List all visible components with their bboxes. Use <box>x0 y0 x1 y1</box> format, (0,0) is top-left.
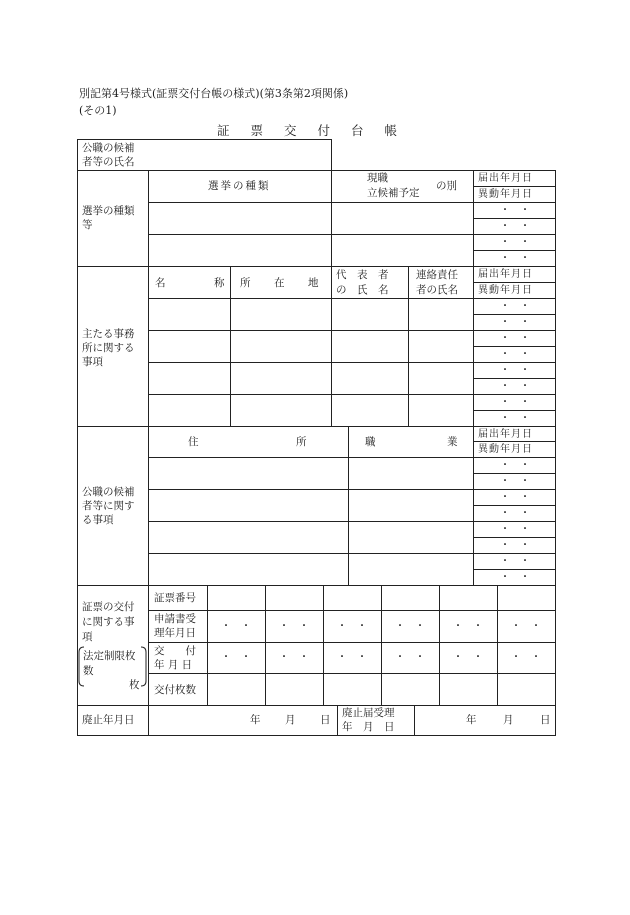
candidate-date-header-changed: 異動年月日 <box>478 444 533 455</box>
office-rep-header-line2: の 氏 名 <box>336 284 389 296</box>
form-title: 別記第4号様式(証票交付台帳の様式)(第3条第2項関係) <box>79 87 349 100</box>
issue-date-dots: ・ ・ <box>221 652 251 663</box>
election-kind-header: 選挙の種類 <box>208 180 271 192</box>
office-label-line3: 事項 <box>82 356 103 368</box>
candidate-label-line3: る事項 <box>82 514 114 526</box>
office-address-header-c: 地 <box>308 277 319 289</box>
issue-apply-date-header-line1: 申請書受 <box>154 613 196 625</box>
candidate-name-label-line2: 者等の氏名 <box>82 156 135 168</box>
issue-date-dots: ・ ・ <box>453 652 483 663</box>
issue-label-line3: 項 <box>82 631 93 643</box>
office-date-dots: ・ ・ <box>500 333 530 344</box>
office-rep-header-line1: 代 表 者 <box>336 269 389 281</box>
election-date-dots: ・ ・ <box>500 253 530 264</box>
candidate-date-dots: ・ ・ <box>500 508 530 519</box>
candidate-date-header-filed: 届出年月日 <box>478 429 533 440</box>
election-date-dots: ・ ・ <box>500 237 530 248</box>
office-date-dots: ・ ・ <box>500 349 530 360</box>
office-label-line1: 主たる事務 <box>82 328 135 340</box>
candidate-date-dots: ・ ・ <box>500 524 530 535</box>
apply-date-dots: ・ ・ <box>279 621 309 632</box>
office-date-dots: ・ ・ <box>500 413 530 424</box>
candidate-job-header-a: 職 <box>365 436 376 448</box>
abolish-day-label: 日 <box>320 714 331 726</box>
issue-date-dots: ・ ・ <box>337 652 367 663</box>
office-date-header-filed: 届出年月日 <box>478 269 533 280</box>
ledger-title: 証票交付台帳 <box>217 123 419 138</box>
issue-date-dots: ・ ・ <box>395 652 425 663</box>
candidate-label-line2: 者等に関す <box>82 500 135 512</box>
apply-date-dots: ・ ・ <box>395 621 425 632</box>
candidate-date-dots: ・ ・ <box>500 460 530 471</box>
candidate-date-dots: ・ ・ <box>500 556 530 567</box>
abolish-month-label: 月 <box>285 714 296 726</box>
candidate-date-dots: ・ ・ <box>500 540 530 551</box>
office-address-header-b: 在 <box>274 277 285 289</box>
form-part: (その1) <box>79 104 117 117</box>
receipt-year-label: 年 <box>466 714 477 726</box>
apply-date-dots: ・ ・ <box>511 621 541 632</box>
office-date-dots: ・ ・ <box>500 301 530 312</box>
legal-limit-label-line2: 数 <box>83 665 94 677</box>
office-name-header-a: 名 <box>155 277 166 289</box>
issue-apply-date-header-line2: 理年月日 <box>154 627 196 639</box>
issue-label-line2: に関する事 <box>82 616 135 628</box>
abolish-receipt-label-line1: 廃止届受理 <box>342 707 395 719</box>
issue-number-header: 証票番号 <box>154 592 196 604</box>
election-label-line2: 等 <box>82 219 93 231</box>
issue-date-dots: ・ ・ <box>511 652 541 663</box>
election-date-header-filed: 届出年月日 <box>478 173 533 184</box>
candidate-name-field[interactable] <box>150 141 329 169</box>
office-name-header-b: 称 <box>214 277 225 289</box>
office-date-dots: ・ ・ <box>500 381 530 392</box>
status-header-planned: 立候補予定 <box>367 187 420 199</box>
candidate-date-dots: ・ ・ <box>500 476 530 487</box>
candidate-job-header-b: 業 <box>447 436 458 448</box>
abolish-year-label: 年 <box>250 714 261 726</box>
candidate-date-dots: ・ ・ <box>500 572 530 583</box>
candidate-address-header-b: 所 <box>296 436 307 448</box>
status-header-current: 現職 <box>367 172 388 184</box>
receipt-day-label: 日 <box>540 714 551 726</box>
election-date-header-changed: 異動年月日 <box>478 189 533 200</box>
issue-date-header-line1: 交 付 <box>154 645 196 657</box>
issue-date-header-line2: 年 月 日 <box>154 659 193 671</box>
candidate-address-header-a: 住 <box>188 436 199 448</box>
status-header-suffix: の別 <box>436 180 457 192</box>
election-date-dots: ・ ・ <box>500 205 530 216</box>
receipt-month-label: 月 <box>503 714 514 726</box>
abolish-receipt-label-line2: 年 月 日 <box>342 721 395 733</box>
issue-date-dots: ・ ・ <box>279 652 309 663</box>
candidate-label-line1: 公職の候補 <box>82 486 135 498</box>
office-label-line2: 所に関する <box>82 342 135 354</box>
issue-count-header: 交付枚数 <box>154 684 196 696</box>
election-date-dots: ・ ・ <box>500 221 530 232</box>
apply-date-dots: ・ ・ <box>221 621 251 632</box>
apply-date-dots: ・ ・ <box>453 621 483 632</box>
office-contact-header-line1: 連絡責任 <box>416 269 458 281</box>
office-date-dots: ・ ・ <box>500 317 530 328</box>
issue-label-line1: 証票の交付 <box>82 601 135 613</box>
candidate-name-label-line1: 公職の候補 <box>82 142 135 154</box>
office-date-dots: ・ ・ <box>500 397 530 408</box>
legal-limit-unit: 枚 <box>129 679 140 691</box>
election-label-line1: 選挙の種類 <box>82 205 135 217</box>
candidate-date-dots: ・ ・ <box>500 492 530 503</box>
office-contact-header-line2: 者の氏名 <box>416 284 458 296</box>
apply-date-dots: ・ ・ <box>337 621 367 632</box>
legal-limit-label-line1: 法定制限枚 <box>83 650 136 662</box>
office-address-header-a: 所 <box>240 277 251 289</box>
office-date-header-changed: 異動年月日 <box>478 285 533 296</box>
office-date-dots: ・ ・ <box>500 365 530 376</box>
abolish-date-label: 廃止年月日 <box>82 714 135 726</box>
